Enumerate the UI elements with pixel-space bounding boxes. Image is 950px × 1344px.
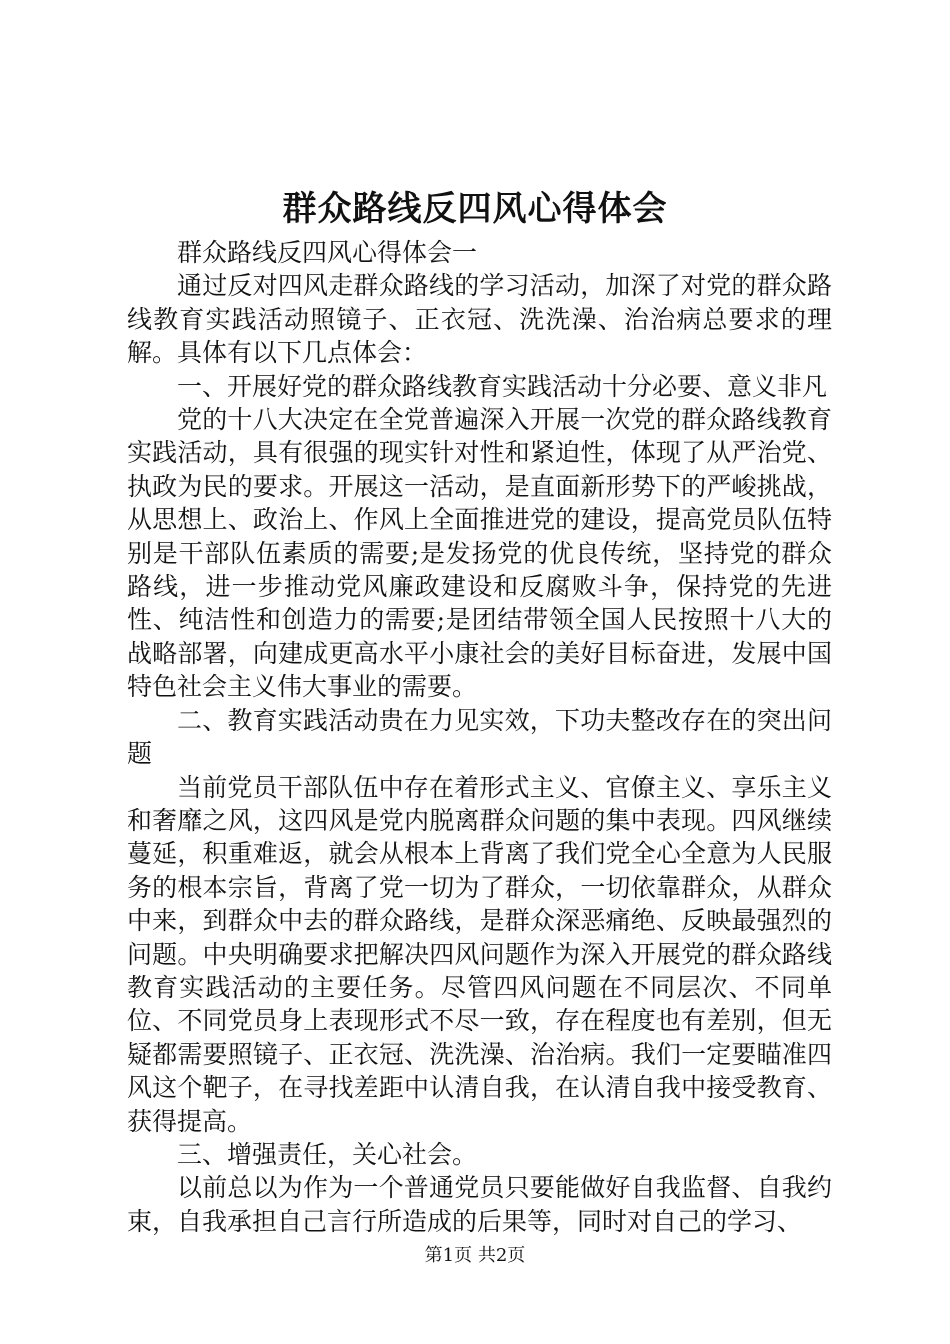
section-heading-1: 一、开展好党的群众路线教育实践活动十分必要、意义非凡: [177, 371, 828, 401]
document-title: 群众路线反四风心得体会: [282, 189, 668, 229]
paragraph-section-3: 以前总以为作为一个普通党员只要能做好自我监督、自我约束，自我承担自己言行所造成的后果等，同时对自己的学习、: [127, 1173, 832, 1236]
paragraph-section-1: 党的十八大决定在全党普遍深入开展一次党的群众路线教育实践活动，具有很强的现实针对性和紧迫性，体现了从严治党、执政为民的要求。开展这一活动，是直面新形势下的严峻挑战，从思想上、政治上、作风上全面推进党的建设，提高党员队伍特别是干部队伍素质的需要;是发扬党的优良传统，坚持党的群众路线，进一步推动党风廉政建设和反腐败斗争，保持党的先进性、纯洁性和创造力的需要;是团结带领全国人民按照十八大的战略部署，向建成更高水平小康社会的美好目标奋进，发展中国特色社会主义伟大事业的需要。: [127, 405, 832, 702]
section-heading-3: 三、增强责任，关心社会。: [177, 1139, 478, 1169]
document-body: [127, 236, 832, 1238]
paragraph-section-2: 当前党员干部队伍中存在着形式主义、官僚主义、享乐主义和奢靡之风，这四风是党内脱离群众问题的集中表现。四风继续蔓延，积重难返，就会从根本上背离了我们党全心全意为人民服务的根本宗旨，背离了党一切为了群众，一切依靠群众，从群众中来，到群众中去的群众路线，是群众深恶痛绝、反映最强烈的问题。中央明确要求把解决四风问题作为深入开展党的群众路线教育实践活动的主要任务。尽管四风问题在不同层次、不同单位、不同党员身上表现形式不尽一致，存在程度也有差别，但无疑都需要照镜子、正衣冠、洗洗澡、治治病。我们一定要瞄准四风这个靶子，在寻找差距中认清自我，在认清自我中接受教育、获得提高。: [127, 772, 832, 1136]
section-heading-2: 二、教育实践活动贵在力见实效，下功夫整改存在的突出问题: [127, 705, 832, 769]
page-footer: 第1页 共2页: [424, 1245, 526, 1266]
paragraph-subtitle: 群众路线反四风心得体会一: [177, 238, 478, 267]
paragraph-intro: 通过反对四风走群众路线的学习活动，加深了对党的群众路线教育实践活动照镜子、正衣冠、洗洗澡、治治病总要求的理解。具体有以下几点体会：: [127, 271, 832, 368]
